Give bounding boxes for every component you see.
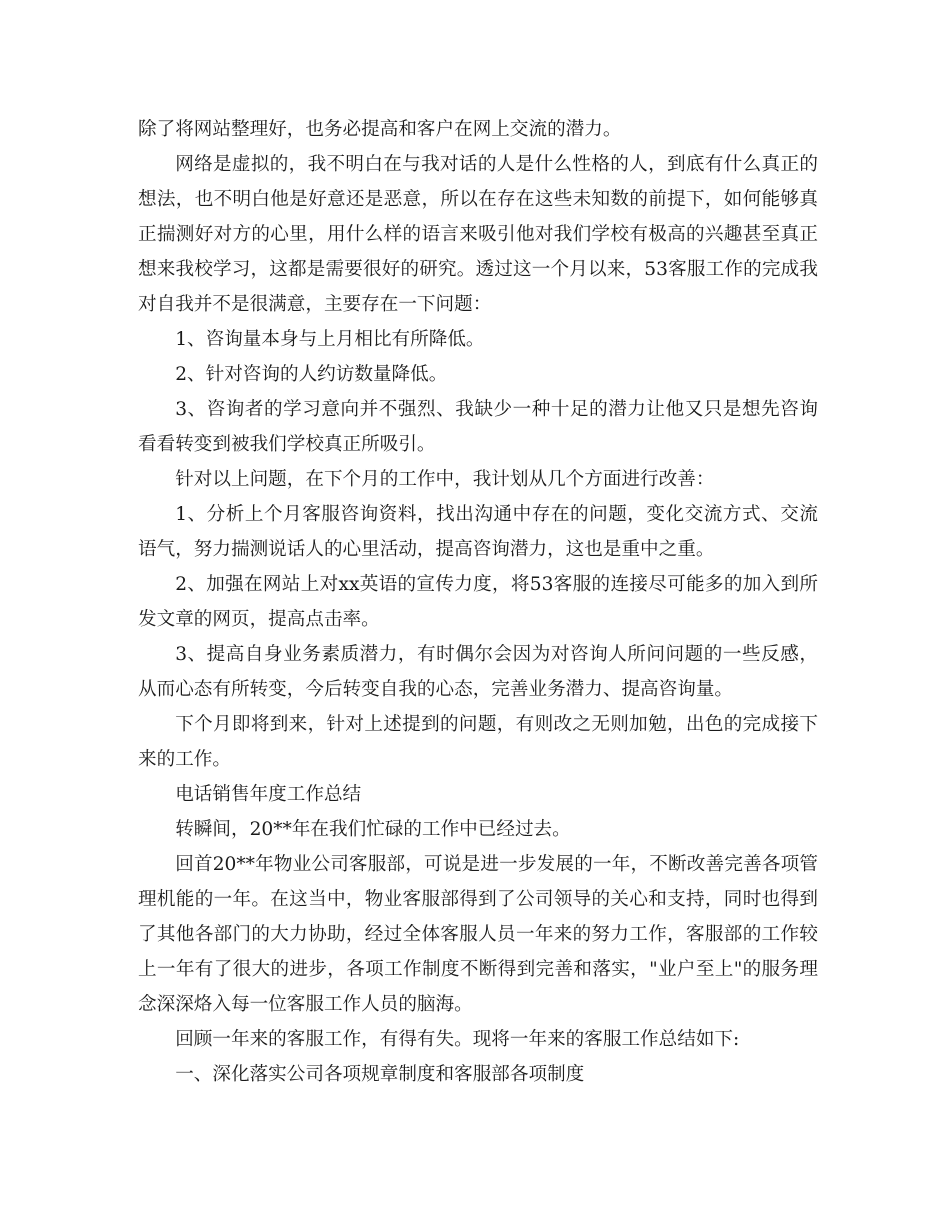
list-item: 1、分析上个月客服咨询资料，找出沟通中存在的问题，变化交流方式、交流语气，努力揣测说话人的心里活动，提高咨询潜力，这也是重中之重。 [138,504,818,560]
paragraph: 回顾一年来的客服工作，有得有失。现将一年来的客服工作总结如下: [175,1029,740,1050]
list-item: 2、针对咨询的人约访数量降低。 [175,364,448,385]
section-heading: 一、深化落实公司各项规章制度和客服部各项制度 [175,1064,585,1085]
document-body [138,112,818,1092]
list-item: 3、提高自身业务素质潜力，有时偶尔会因为对咨询人所问问题的一些反感，从而心态有所转变，今后转变自我的心态，完善业务潜力、提高咨询量。 [138,644,818,700]
paragraph: 针对以上问题，在下个月的工作中，我计划从几个方面进行改善： [175,469,715,490]
paragraph: 转瞬间，20**年在我们忙碌的工作中已经过去。 [175,819,571,840]
list-item: 1、咨询量本身与上月相比有所降低。 [175,329,485,350]
paragraph: 除了将网站整理好，也务必提高和客户在网上交流的潜力。 [138,119,622,140]
paragraph: 回首20**年物业公司客服部，可说是进一步发展的一年，不断改善完善各项管理机能的一年。在这当中，物业客服部得到了公司领导的关心和支持，同时也得到了其他各部门的大力协助，经过全体客服人员一年来的努力工作，客服部的工作较上一年有了很大的进步，各项工作制度不断得到完善和落实，"业户至上"的服务理念深深烙入每一位客服工作人员的脑海。 [138,854,818,1015]
paragraph: 网络是虚拟的，我不明白在与我对话的人是什么性格的人，到底有什么真正的想法，也不明白他是好意还是恶意，所以在存在这些未知数的前提下，如何能够真正揣测好对方的心里，用什么样的语言来吸引他对我们学校有极高的兴趣甚至真正想来我校学习，这都是需要很好的研究。透过这一个月以来，53客服工作的完成我对自我并不是很满意，主要存在一下问题： [138,154,818,315]
list-item: 3、咨询者的学习意向并不强烈、我缺少一种十足的潜力让他又只是想先咨询看看转变到被我们学校真正所吸引。 [138,399,818,455]
list-item: 2、加强在网站上对xx英语的宣传力度，将53客服的连接尽可能多的加入到所发文章的网页，提高点击率。 [138,574,818,630]
section-heading: 电话销售年度工作总结 [175,784,362,805]
paragraph: 下个月即将到来，针对上述提到的问题，有则改之无则加勉，出色的完成接下来的工作。 [138,714,818,770]
